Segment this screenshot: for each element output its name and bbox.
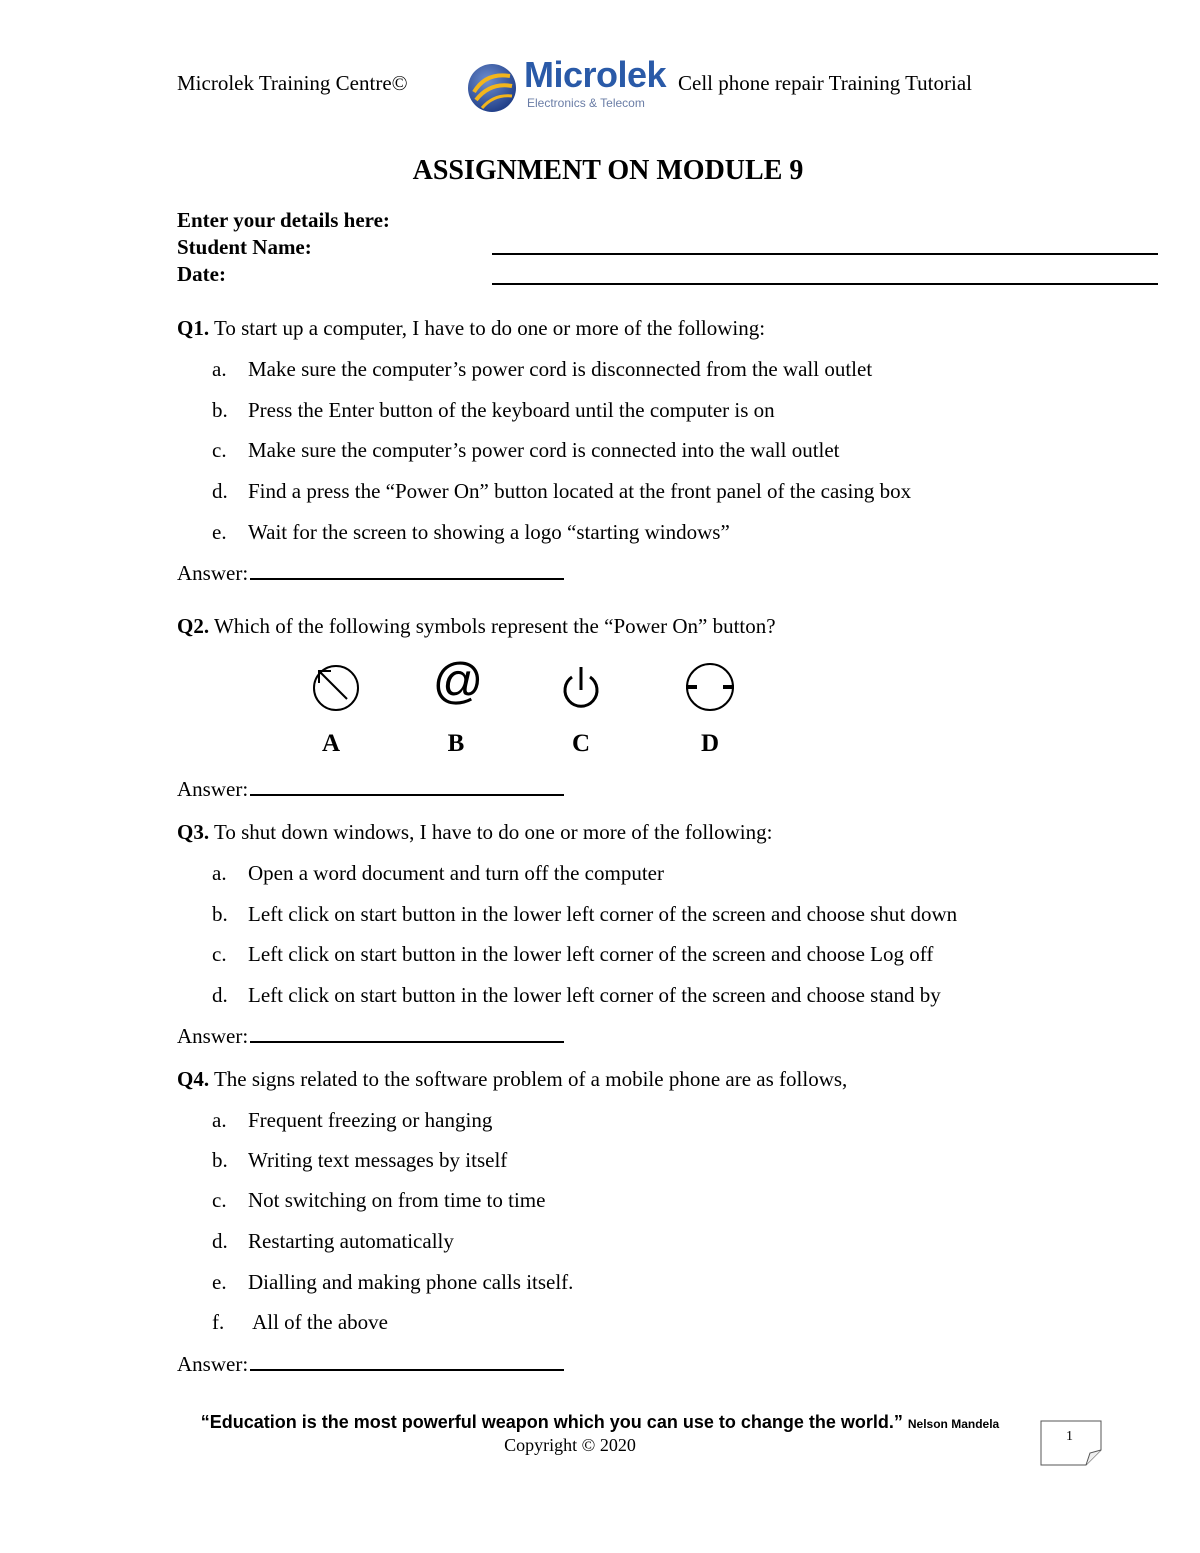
option-label: e. (212, 520, 227, 544)
date-field[interactable] (492, 283, 1158, 285)
answer-label: Answer: (177, 561, 249, 585)
answer-label: Answer: (177, 777, 249, 801)
symbol-label-a: A (321, 730, 341, 757)
question-number: Q4. (177, 1067, 210, 1091)
question-text: Which of the following symbols represent the “Power On” button? (209, 614, 776, 638)
quote-author: Nelson Mandela (907, 1417, 1000, 1431)
q4-option-d (212, 1229, 454, 1254)
q3-option-b (212, 902, 957, 927)
date-label: Date: (177, 262, 226, 286)
q4-answer (177, 1351, 564, 1377)
q3-option-c (212, 942, 933, 967)
q4-answer-field[interactable] (250, 1351, 564, 1371)
student-name-label: Student Name: (177, 235, 312, 259)
q2-answer (177, 776, 564, 802)
question-text: To shut down windows, I have to do one or more of the following: (209, 820, 773, 844)
page-number: 1 (1066, 1429, 1073, 1444)
option-text: Wait for the screen to showing a logo “starting windows” (248, 520, 730, 544)
symbol-label-d: D (700, 730, 720, 757)
q3-option-a (212, 861, 664, 886)
q1-answer-field[interactable] (250, 560, 564, 580)
q1-option-d (212, 479, 911, 504)
at-sign-icon: @ (432, 653, 484, 709)
student-name-field[interactable] (492, 253, 1158, 255)
option-label: c. (212, 1188, 227, 1212)
question-text: To start up a computer, I have to do one or more of the following: (209, 316, 766, 340)
option-label: b. (212, 902, 228, 926)
option-label: f. (212, 1310, 225, 1334)
question-3 (177, 820, 772, 845)
option-text: Frequent freezing or hanging (248, 1108, 493, 1132)
option-label: d. (212, 983, 228, 1007)
question-number: Q3. (177, 820, 210, 844)
option-label: d. (212, 479, 228, 503)
option-text: Open a word document and turn off the computer (248, 861, 664, 885)
q1-option-c (212, 438, 840, 463)
answer-label: Answer: (177, 1024, 249, 1048)
option-label: c. (212, 942, 227, 966)
q1-option-e (212, 520, 730, 545)
option-label: d. (212, 1229, 228, 1253)
logo-wordmark: Microlek (524, 54, 667, 95)
question-text: The signs related to the software problem of a mobile phone are as follows, (209, 1067, 848, 1091)
q1-answer (177, 560, 564, 586)
circle-dashes-icon (683, 660, 737, 714)
header-left-text: Microlek Training Centre© (177, 71, 408, 95)
logo-subtitle: Electronics & Telecom (527, 96, 645, 110)
q4-option-e (212, 1270, 573, 1295)
q4-option-f (212, 1310, 388, 1335)
option-label: b. (212, 1148, 228, 1172)
option-text: Not switching on from time to time (248, 1188, 546, 1212)
option-text: Restarting automatically (248, 1229, 454, 1253)
q3-option-d (212, 983, 941, 1008)
option-text: All of the above (248, 1310, 388, 1334)
question-2 (177, 614, 776, 639)
page-title: ASSIGNMENT ON MODULE 9 (412, 155, 804, 186)
symbol-label-b: B (447, 730, 465, 757)
symbol-label-c: C (571, 730, 591, 757)
page-number-box (1040, 1420, 1102, 1466)
option-text: Left click on start button in the lower left corner of the screen and choose shut down (248, 902, 958, 926)
option-label: b. (212, 398, 228, 422)
footer-quote (0, 1412, 1200, 1433)
q1-option-a (212, 357, 872, 382)
globe-logo-icon (466, 62, 518, 114)
q3-answer (177, 1023, 564, 1049)
option-text: Left click on start button in the lower left corner of the screen and choose Log off (248, 942, 934, 966)
circle-arrow-icon (311, 663, 361, 713)
details-heading: Enter your details here: (177, 208, 390, 232)
copyright-text: Copyright © 2020 (504, 1435, 636, 1455)
question-4 (177, 1067, 847, 1092)
quote-text: “Education is the most powerful weapon which you can use to change the world.” (200, 1412, 903, 1432)
question-1 (177, 316, 765, 341)
option-label: e. (212, 1270, 227, 1294)
answer-label: Answer: (177, 1352, 249, 1376)
q4-option-b (212, 1148, 507, 1173)
option-text: Make sure the computer’s power cord is connected into the wall outlet (248, 438, 840, 462)
q3-answer-field[interactable] (250, 1023, 564, 1043)
option-text: Find a press the “Power On” button located at the front panel of the casing box (248, 479, 912, 503)
option-label: a. (212, 357, 227, 381)
option-text: Press the Enter button of the keyboard until the computer is on (248, 398, 775, 422)
q4-option-a (212, 1108, 492, 1133)
power-icon (558, 662, 604, 712)
q1-option-b (212, 398, 775, 423)
question-number: Q2. (177, 614, 210, 638)
option-label: a. (212, 861, 227, 885)
option-text: Left click on start button in the lower left corner of the screen and choose stand by (248, 983, 941, 1007)
question-number: Q1. (177, 316, 210, 340)
q4-option-c (212, 1188, 545, 1213)
option-text: Writing text messages by itself (248, 1148, 508, 1172)
microlek-logo (466, 54, 667, 114)
option-label: a. (212, 1108, 227, 1132)
option-label: c. (212, 438, 227, 462)
header-right-text: Cell phone repair Training Tutorial (678, 71, 972, 95)
q2-answer-field[interactable] (250, 776, 564, 796)
option-text: Dialling and making phone calls itself. (248, 1270, 574, 1294)
option-text: Make sure the computer’s power cord is disconnected from the wall outlet (248, 357, 873, 381)
